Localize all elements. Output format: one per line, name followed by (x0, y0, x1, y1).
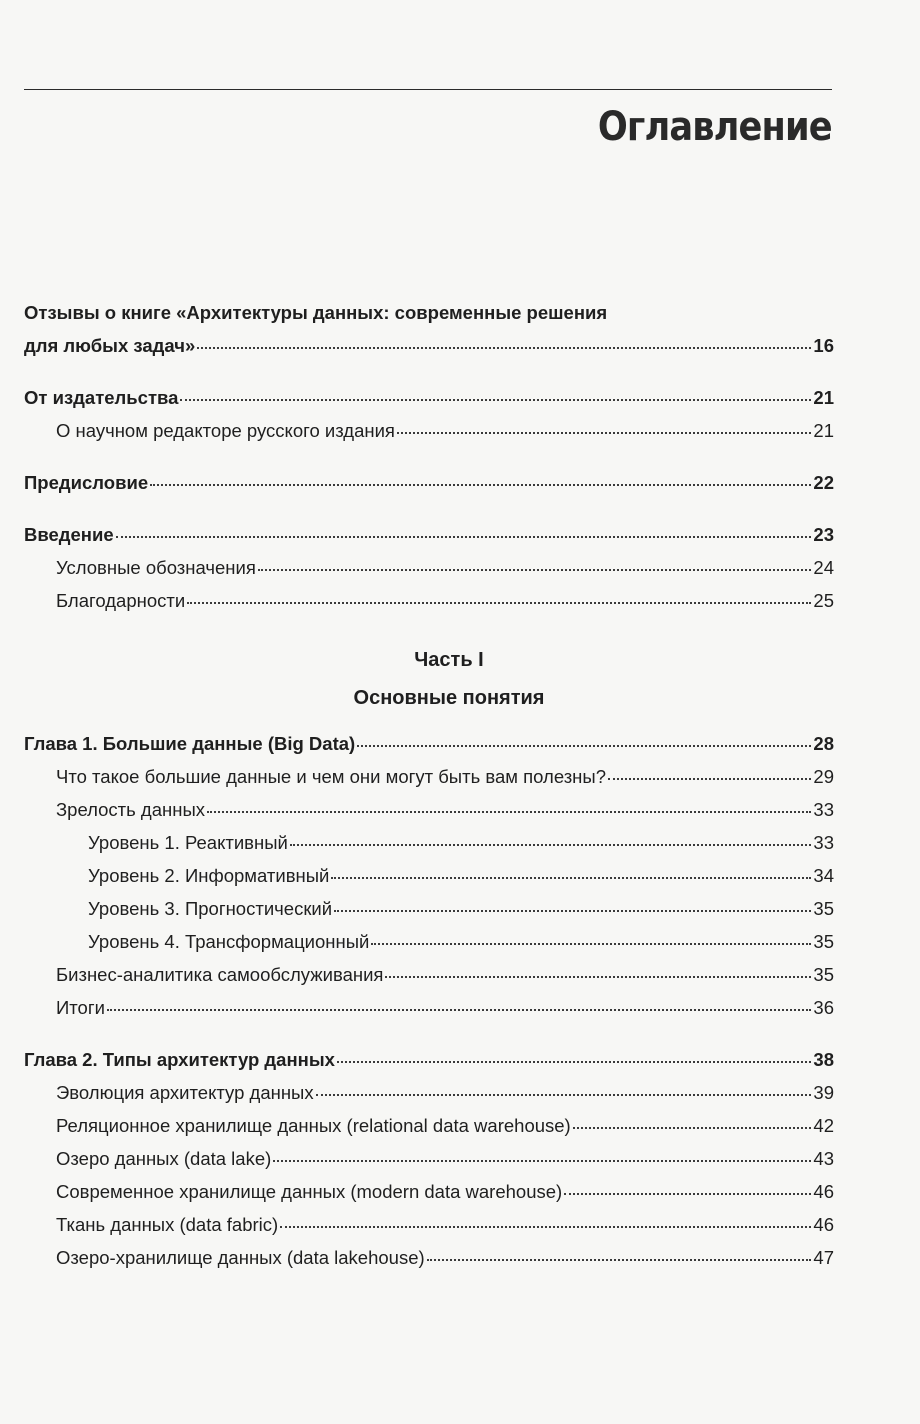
dot-leader (564, 1192, 811, 1195)
toc-page-number: 46 (813, 1214, 834, 1235)
toc-entry-text: Глава 2. Типы архитектур данных (24, 1049, 335, 1070)
dot-leader (187, 601, 811, 604)
toc-entry-text: Итоги (56, 997, 105, 1018)
toc-entry-text: Уровень 1. Реактивный (88, 832, 288, 853)
toc-entry-text: Условные обозначения (56, 557, 256, 578)
toc-page-number: 38 (813, 1049, 834, 1070)
toc-page-number: 33 (813, 832, 834, 853)
toc-entry-text: Уровень 2. Информативный (88, 865, 330, 886)
dot-leader (316, 1093, 812, 1096)
dot-leader (197, 346, 811, 349)
dot-leader (337, 1060, 812, 1063)
toc-page-number: 39 (813, 1082, 834, 1103)
dot-leader (258, 568, 812, 571)
toc-entry (24, 826, 834, 859)
toc-entry (24, 1109, 834, 1142)
toc-entry-publisher (24, 381, 834, 414)
toc-entry (24, 760, 834, 793)
toc-entry-text: Благодарности (56, 590, 186, 611)
toc-entry-text: От издательства (24, 387, 179, 408)
toc-page-number: 33 (813, 799, 834, 820)
toc-page-number: 42 (813, 1115, 834, 1136)
dot-leader (107, 1008, 811, 1011)
dot-leader (180, 398, 811, 401)
toc-entry-text: Уровень 4. Трансформационный (88, 931, 370, 952)
toc-page-number: 29 (813, 766, 834, 787)
toc-entry (24, 892, 834, 925)
toc-entry-text: Эволюция архитектур данных (56, 1082, 314, 1103)
toc-entry-text: Озеро данных (data lake) (56, 1148, 272, 1169)
toc-entry-text: Предисловие (24, 472, 149, 493)
dot-leader (357, 744, 811, 747)
toc-entry-text-line2: для любых задач» (24, 335, 196, 356)
toc-entry (24, 1175, 834, 1208)
dot-leader (331, 876, 811, 879)
toc-page-number: 35 (813, 964, 834, 985)
dot-leader (427, 1258, 812, 1261)
dot-leader (150, 483, 811, 486)
toc-entry-text: Зрелость данных (56, 799, 205, 820)
toc-entry-chapter-1 (24, 727, 834, 760)
toc-page-number: 43 (813, 1148, 834, 1169)
top-rule (24, 89, 832, 90)
part-heading (24, 641, 834, 717)
part-title: Основные понятия (353, 687, 545, 709)
dot-leader (371, 942, 811, 945)
dot-leader (273, 1159, 811, 1162)
toc-entry (24, 859, 834, 892)
toc-entry-text: Уровень 3. Прогностический (88, 898, 333, 919)
toc-page-number: 22 (813, 472, 834, 493)
table-of-contents (24, 296, 834, 1274)
dot-leader (608, 777, 811, 780)
dot-leader (116, 535, 812, 538)
page-title: Оглавление (598, 104, 832, 150)
toc-page-number: 23 (813, 524, 834, 545)
dot-leader (207, 810, 811, 813)
toc-page-number: 35 (813, 898, 834, 919)
toc-entry (24, 1208, 834, 1241)
toc-page-number: 47 (813, 1247, 834, 1268)
toc-entry-conventions (24, 551, 834, 584)
toc-page-number: 21 (813, 387, 834, 408)
dot-leader (280, 1225, 811, 1228)
toc-entry-acknowledgements (24, 584, 834, 617)
toc-entry (24, 991, 834, 1024)
toc-page-number: 36 (813, 997, 834, 1018)
dot-leader (397, 431, 811, 434)
toc-page-number: 16 (813, 335, 834, 356)
dot-leader (290, 843, 812, 846)
toc-entry-text: Озеро-хранилище данных (data lakehouse) (56, 1247, 425, 1268)
toc-entry-text: Бизнес-аналитика самообслуживания (56, 964, 384, 985)
toc-entry-text: Реляционное хранилище данных (relational data warehouse) (56, 1115, 571, 1136)
toc-page-number: 28 (813, 733, 834, 754)
toc-entry (24, 1142, 834, 1175)
toc-entry-text-line1: Отзывы о книге «Архитектуры данных: современные решения (24, 302, 608, 323)
toc-entry-reviews (24, 296, 834, 362)
toc-entry (24, 793, 834, 826)
toc-page-number: 46 (813, 1181, 834, 1202)
toc-entry (24, 1076, 834, 1109)
toc-entry-text: Современное хранилище данных (modern data warehouse) (56, 1181, 563, 1202)
dot-leader (573, 1126, 812, 1129)
toc-entry-text: Ткань данных (data fabric) (56, 1214, 279, 1235)
toc-entry (24, 958, 834, 991)
part-label: Часть I (414, 649, 484, 671)
toc-entry-introduction (24, 518, 834, 551)
toc-page-number: 21 (813, 420, 834, 441)
toc-page-number: 25 (813, 590, 834, 611)
toc-entry-preface (24, 466, 834, 499)
toc-entry-chapter-2 (24, 1043, 834, 1076)
toc-entry-text: Что такое большие данные и чем они могут быть вам полезны? (56, 766, 606, 787)
toc-page-number: 24 (813, 557, 834, 578)
toc-page-number: 34 (813, 865, 834, 886)
toc-entry-text: Глава 1. Большие данные (Big Data) (24, 733, 356, 754)
toc-entry (24, 1241, 834, 1274)
toc-entry (24, 925, 834, 958)
toc-entry-editor (24, 414, 834, 447)
toc-entry-text: Введение (24, 524, 114, 545)
toc-entry-text: О научном редакторе русского издания (56, 420, 395, 441)
dot-leader (334, 909, 811, 912)
toc-page-number: 35 (813, 931, 834, 952)
dot-leader (385, 975, 811, 978)
